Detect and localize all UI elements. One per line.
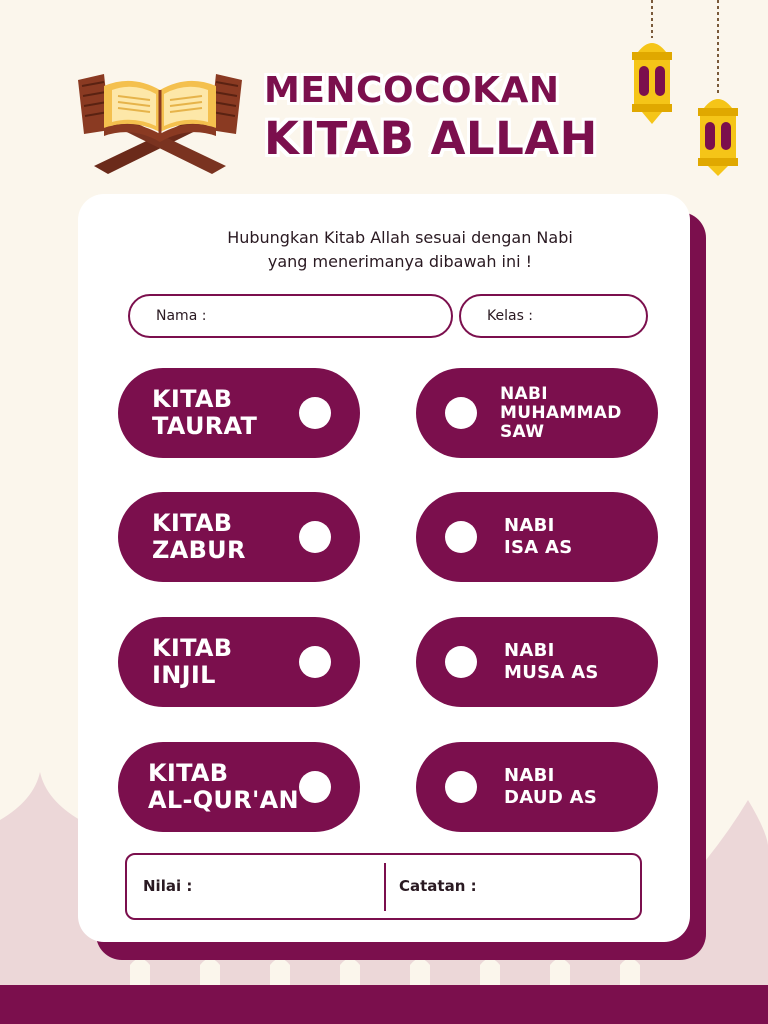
prophet-item-musa[interactable] xyxy=(416,617,658,707)
book-label: KITAB TAURAT xyxy=(152,385,258,440)
prophet-label: NABI MUSA AS xyxy=(504,640,599,683)
instructions xyxy=(150,226,650,274)
connector-dot[interactable] xyxy=(299,771,331,803)
prophet-item-muhammad[interactable] xyxy=(416,368,658,458)
notes-field[interactable]: Catatan : xyxy=(399,877,477,895)
prophet-label: NABI DAUD AS xyxy=(504,765,598,808)
class-field-label: Kelas : xyxy=(487,308,534,324)
footer-bar xyxy=(0,985,768,1024)
quran-stand-icon xyxy=(74,70,246,174)
instructions-line2: yang menerimanya dibawah ini ! xyxy=(267,252,533,271)
book-item-quran[interactable] xyxy=(118,742,360,832)
connector-dot[interactable] xyxy=(445,397,477,429)
connector-dot[interactable] xyxy=(445,771,477,803)
book-item-zabur[interactable] xyxy=(118,492,360,582)
page-title-line1: MENCOCOKAN xyxy=(264,70,560,111)
book-item-injil[interactable] xyxy=(118,617,360,707)
connector-dot[interactable] xyxy=(299,397,331,429)
prophet-label: NABI MUHAMMAD SAW xyxy=(500,384,622,442)
score-divider xyxy=(384,863,386,911)
prophet-item-daud[interactable] xyxy=(416,742,658,832)
score-box xyxy=(125,853,642,920)
name-field[interactable] xyxy=(128,294,453,338)
prophet-label: NABI ISA AS xyxy=(504,515,573,558)
class-field[interactable] xyxy=(459,294,648,338)
instructions-line1: Hubungkan Kitab Allah sesuai dengan Nabi xyxy=(227,228,573,247)
prophet-item-isa[interactable] xyxy=(416,492,658,582)
grade-field[interactable]: Nilai : xyxy=(143,877,193,895)
page-title-line2: KITAB ALLAH xyxy=(264,112,598,165)
connector-dot[interactable] xyxy=(445,646,477,678)
lantern-icon xyxy=(690,0,746,180)
name-field-label: Nama : xyxy=(156,308,207,324)
connector-dot[interactable] xyxy=(299,646,331,678)
connector-dot[interactable] xyxy=(445,521,477,553)
book-item-taurat[interactable] xyxy=(118,368,360,458)
lantern-icon xyxy=(624,0,680,128)
book-label: KITAB INJIL xyxy=(152,634,233,689)
connector-dot[interactable] xyxy=(299,521,331,553)
book-label: KITAB ZABUR xyxy=(152,509,246,564)
book-label: KITAB AL-QUR'AN xyxy=(148,759,299,814)
